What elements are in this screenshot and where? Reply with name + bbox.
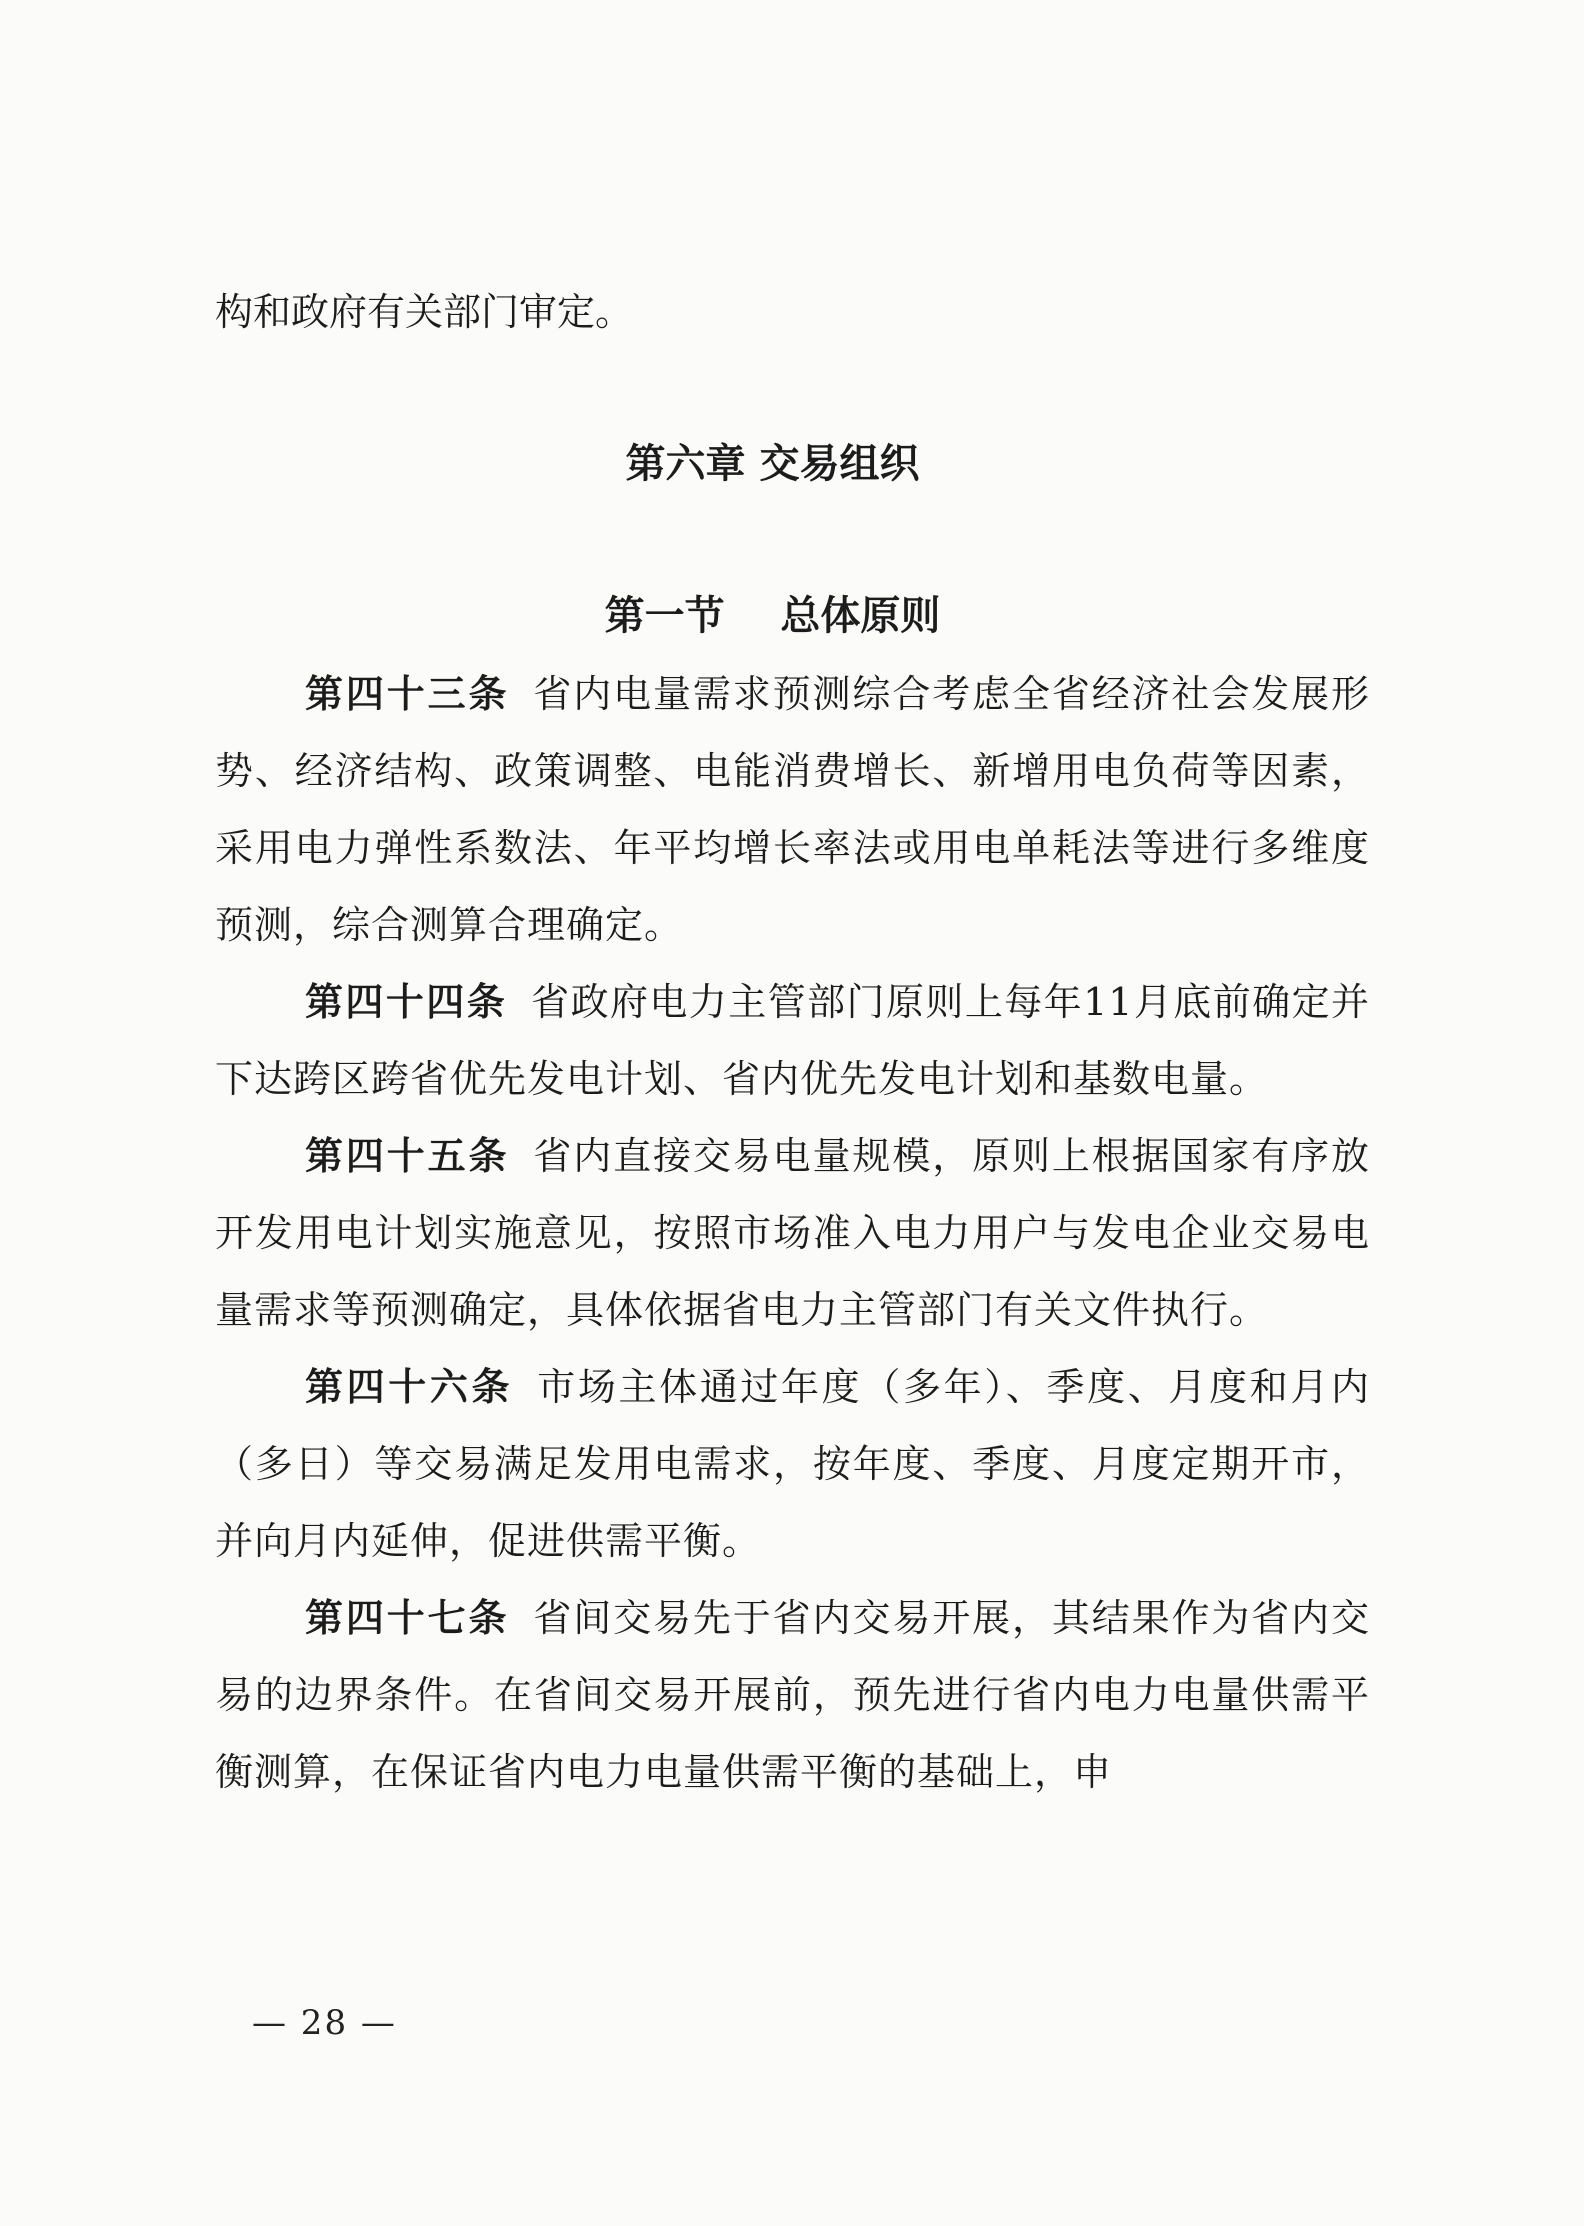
article-44 [215,964,1370,1118]
article-number: 第四十五条 [305,1134,510,1178]
article-46 [215,1349,1370,1580]
article-number: 第四十六条 [305,1365,514,1409]
article-number: 第四十四条 [305,980,508,1024]
page-body [215,272,1370,1811]
chapter-heading: 第六章 交易组织 [625,441,920,487]
article-number: 第四十三条 [305,672,510,716]
continuation-text: 构和政府有关部门审定。 [215,290,634,334]
article-text: 市场主体通过年度（多年）、季度、月度和月内（多日）等交易满足发用电需求，按年度、季度、月度定期开市，并向月内延伸，促进供需平衡。 [215,1365,1370,1563]
article-43 [215,656,1370,964]
article-text: 省内直接交易电量规模，原则上根据国家有序放开发用电计划实施意见，按照市场准入电力用户与发电企业交易电量需求等预测确定，具体依据省电力主管部门有关文件执行。 [215,1134,1370,1332]
article-text: 省政府电力主管部门原则上每年11月底前确定并下达跨区跨省优先发电计划、省内优先发电计划和基数电量。 [215,980,1370,1101]
article-text: 省内电量需求预测综合考虑全省经济社会发展形势、经济结构、政策调整、电能消费增长、新增用电负荷等因素，采用电力弹性系数法、年平均增长率法或用电单耗法等进行多维度预测，综合测算合理确定。 [215,672,1370,947]
article-47 [215,1580,1370,1811]
article-45 [215,1118,1370,1349]
page-number: — 28 — [252,2003,397,2043]
article-list [215,656,1370,1811]
article-number: 第四十七条 [305,1596,510,1640]
section-heading: 第一节 总体原则 [604,593,941,639]
article-text: 省间交易先于省内交易开展，其结果作为省内交易的边界条件。在省间交易开展前，预先进行省内电力电量供需平衡测算，在保证省内电力电量供需平衡的基础上，申 [215,1596,1370,1794]
